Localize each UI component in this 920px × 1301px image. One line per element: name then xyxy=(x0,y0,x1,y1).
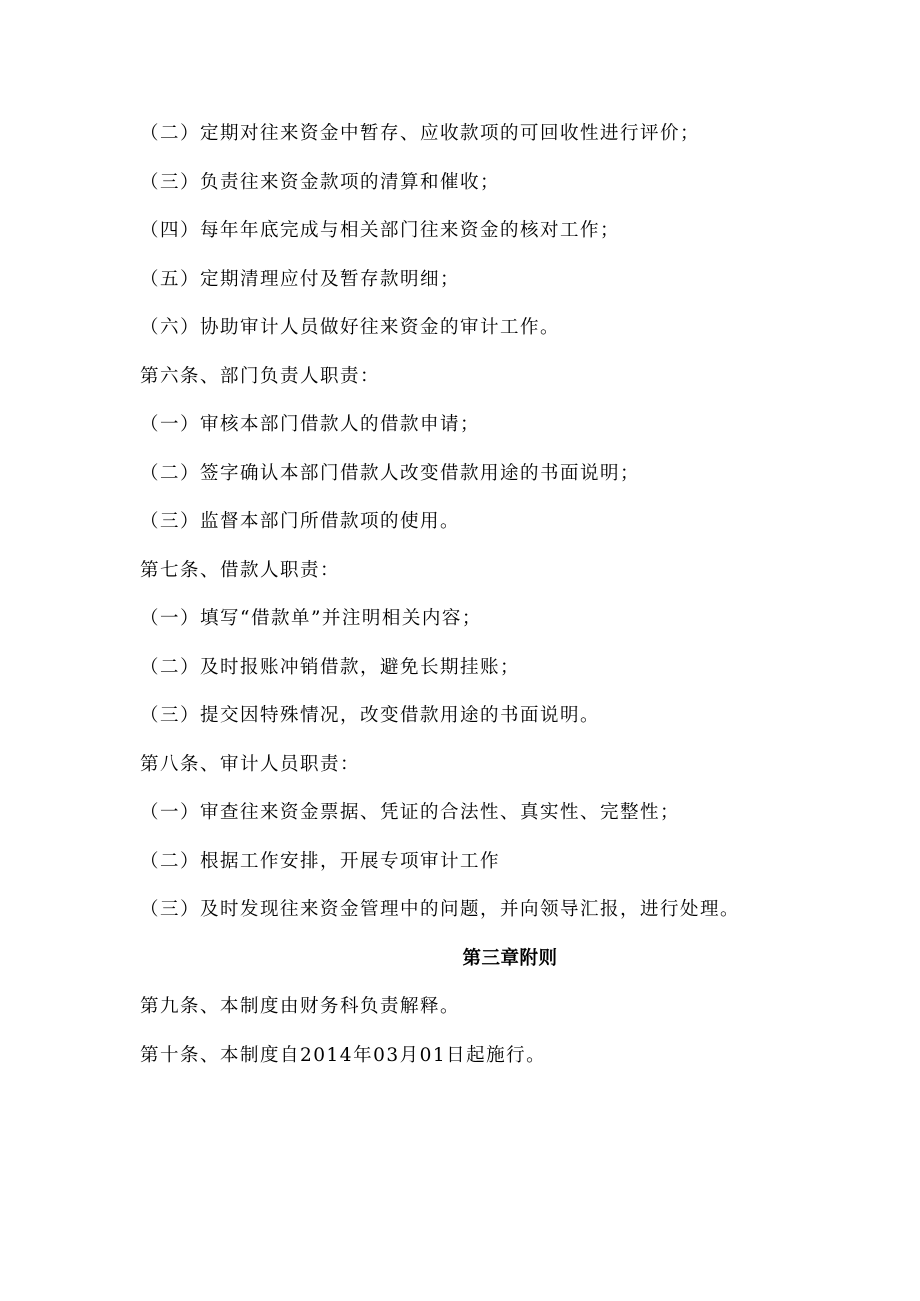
article-heading: 第六条、部门负责人职责： xyxy=(140,365,381,387)
text-line: （三）提交因特殊情况，改变借款用途的书面说明。 xyxy=(140,705,601,726)
text-line: （二）及时报账冲销借款，避免长期挂账； xyxy=(140,656,521,678)
document-body xyxy=(140,110,800,1080)
text-line: （二）根据工作安排，开展专项审计工作 xyxy=(140,850,501,872)
text-line: （一）填写“借款单”并注明相关内容； xyxy=(140,608,482,629)
article-line: 第十条、本制度自2014年03月01日起施行。 xyxy=(140,1044,547,1066)
text-line: （一）审查往来资金票据、凭证的合法性、真实性、完整性； xyxy=(140,802,681,823)
article-line: 第九条、本制度由财务科负责解释。 xyxy=(140,996,461,1017)
text-line: （六）协助审计人员做好往来资金的审计工作。 xyxy=(140,317,561,338)
text-line: （四）每年年底完成与相关部门往来资金的核对工作； xyxy=(140,220,621,241)
text-line: （三）负责往来资金款项的清算和催收； xyxy=(140,171,501,193)
text-line: （三）监督本部门所借款项的使用。 xyxy=(140,511,461,532)
text-line: （五）定期清理应付及暂存款明细； xyxy=(140,268,461,290)
text-line: （一）审核本部门借款人的借款申请； xyxy=(140,414,481,435)
chapter-heading: 第三章附则 xyxy=(462,947,558,969)
text-line: （二）签字确认本部门借款人改变借款用途的书面说明； xyxy=(140,462,641,484)
text-line: （三）及时发现往来资金管理中的问题，并向领导汇报，进行处理。 xyxy=(140,899,741,920)
article-heading: 第七条、借款人职责： xyxy=(140,559,341,581)
article-heading: 第八条、审计人员职责： xyxy=(140,753,361,775)
text-line: （二）定期对往来资金中暂存、应收款项的可回收性进行评价； xyxy=(140,123,701,144)
